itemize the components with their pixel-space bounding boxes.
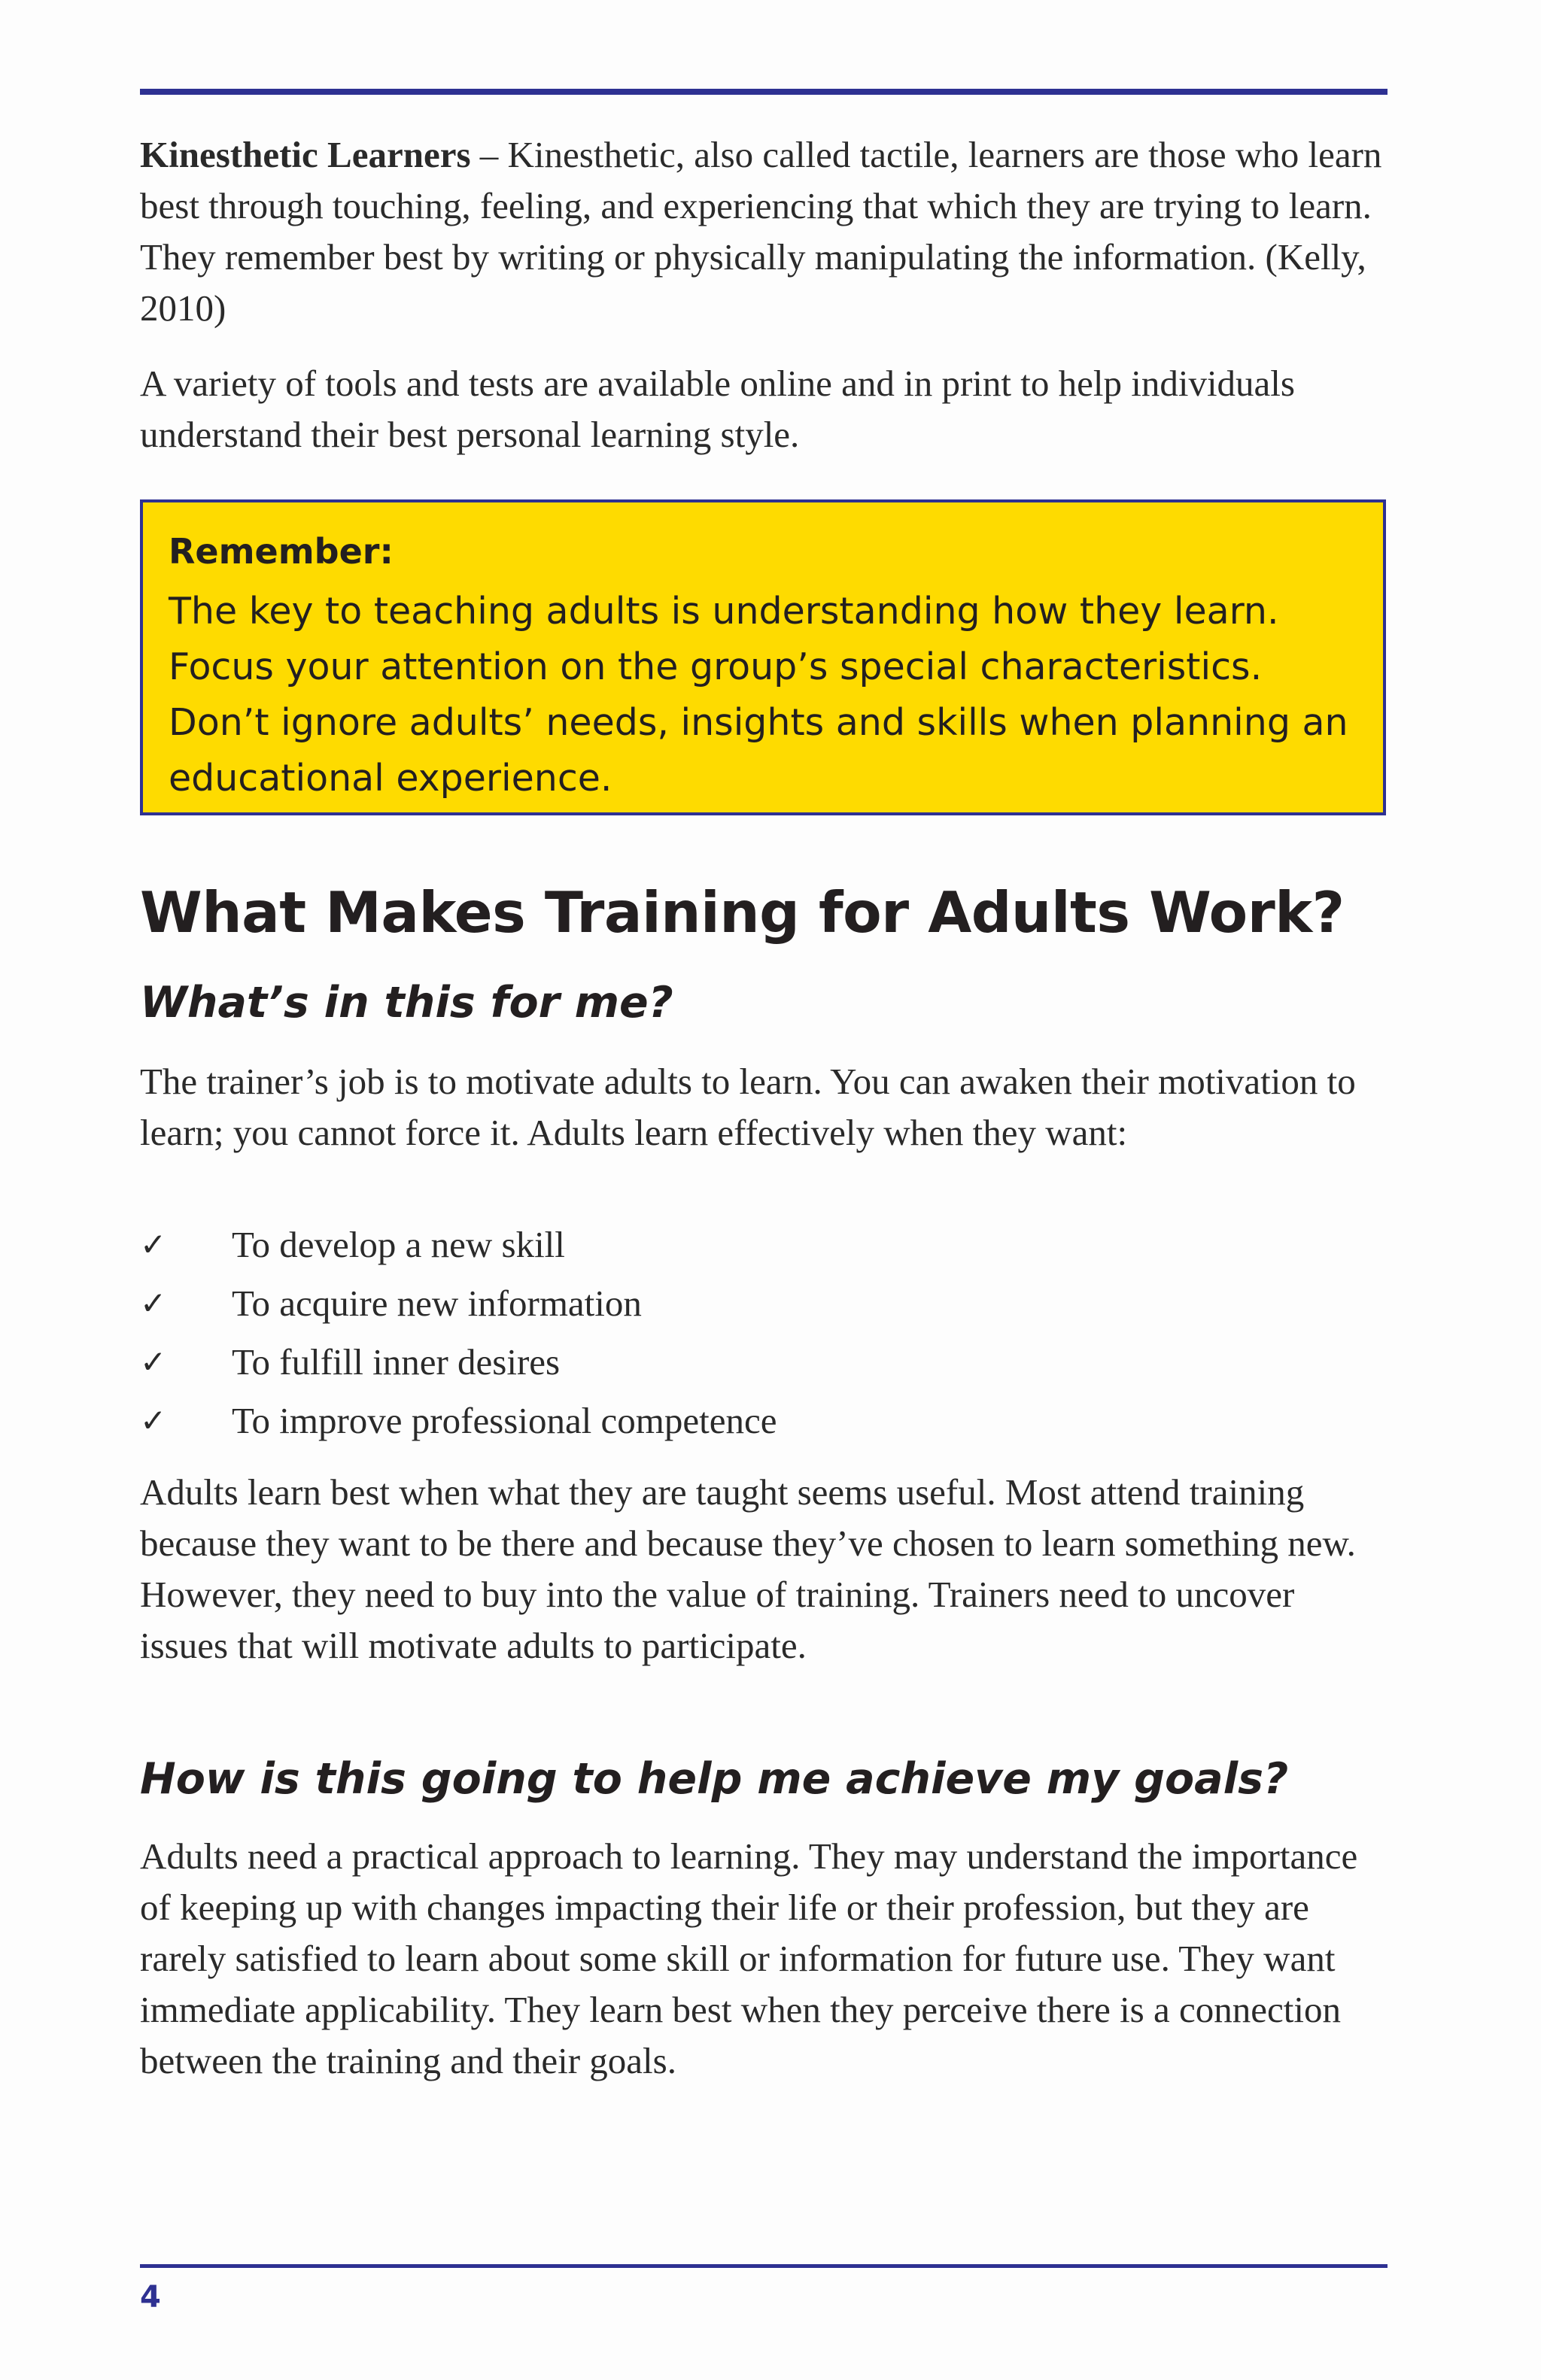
top-rule (140, 89, 1388, 95)
checklist-item-text: To fulfill inner desires (232, 1341, 561, 1383)
checklist-item-text: To develop a new skill (232, 1224, 565, 1265)
section-heading: What Makes Training for Adults Work? (140, 879, 1345, 946)
callout-line: Don’t ignore adults’ needs, insights and skills when planning an (169, 701, 1348, 744)
subheading-achieve-goals: How is this going to help me achieve my goals? (140, 1754, 1289, 1804)
bottom-rule (140, 2264, 1388, 2268)
check-mark-icon: ✓ (140, 1402, 167, 1439)
callout-line: educational experience. (169, 757, 612, 800)
check-mark-icon: ✓ (140, 1285, 167, 1322)
trainer-paragraph: The trainer’s job is to motivate adults to learn. You can awaken their motivation to learn; you cannot force it. Adults learn effectively when they want: (140, 1061, 1356, 1153)
kinesthetic-paragraph (140, 129, 1389, 334)
practical-approach-paragraph: Adults need a practical approach to learning. They may understand the importance of keeping up with changes impacting their life or their profession, but they are rarely satisfied to learn about some skill or information for future use. They want immediate applicability. They learn best when they perceive there is a connection between the training and their goals. (140, 1835, 1358, 2081)
kinesthetic-text: – Kinesthetic, also called tactile, learners are those who learn best through touching, feeling, and experiencing that which they are trying to learn. They remember best by writing or physically manipulating the information. (Kelly, 2010) (140, 134, 1382, 329)
callout-line: Focus your attention on the group’s special characteristics. (169, 645, 1263, 688)
tools-paragraph: A variety of tools and tests are available online and in print to help individuals understand their best personal learning style. (140, 363, 1295, 455)
check-mark-icon: ✓ (140, 1226, 167, 1263)
check-mark-icon: ✓ (140, 1343, 167, 1380)
callout-line: The key to teaching adults is understanding how they learn. (169, 590, 1279, 633)
adults-learn-best-paragraph: Adults learn best when what they are taught seems useful. Most attend training because they want to be there and because they’ve chosen to learn something new. However, they need to buy into the value of training. Trainers need to uncover issues that will motivate adults to participate. (140, 1471, 1356, 1666)
callout-title: Remember: (169, 531, 394, 572)
page-number: 4 (140, 2280, 161, 2315)
checklist-item-text: To improve professional competence (232, 1400, 777, 1441)
subheading-whats-in-this: What’s in this for me? (140, 978, 673, 1028)
checklist-item-text: To acquire new information (232, 1283, 642, 1324)
remember-callout-box (140, 499, 1386, 815)
kinesthetic-term: Kinesthetic Learners (140, 134, 471, 175)
